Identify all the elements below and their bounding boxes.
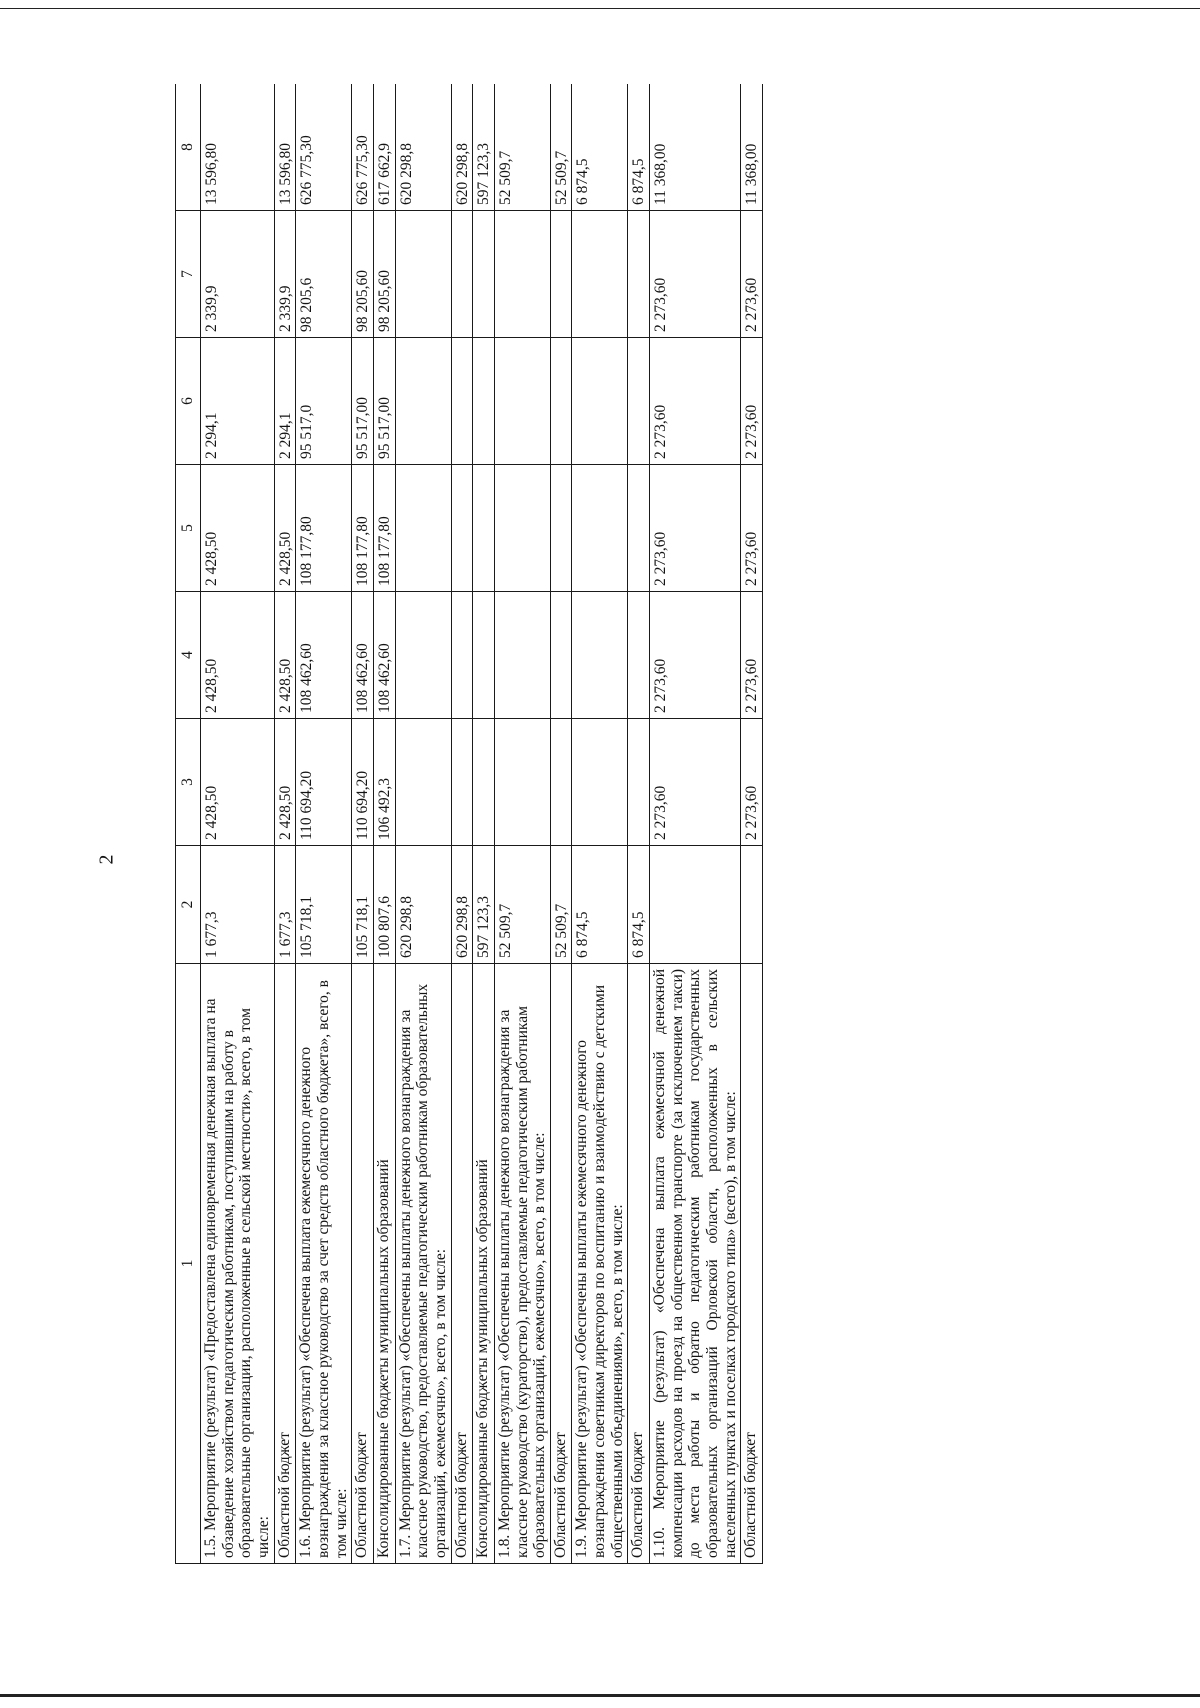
total-cell: 626 775,30 xyxy=(296,84,352,211)
total-cell: 13 596,80 xyxy=(274,84,296,211)
header-cell: 3 xyxy=(176,719,201,846)
total-cell: 52 509,7 xyxy=(550,84,572,211)
row-label: Областной бюджет xyxy=(741,964,763,1564)
value-cell xyxy=(395,338,451,465)
rotated-table-frame xyxy=(175,84,915,1564)
total-cell: 626 775,30 xyxy=(352,84,374,211)
table-row xyxy=(550,84,572,1564)
row-label: Областной бюджет xyxy=(352,964,374,1564)
table-row xyxy=(395,84,451,1564)
table-container xyxy=(175,84,915,1564)
row-label: Областной бюджет xyxy=(451,964,473,1564)
table-row xyxy=(572,84,628,1564)
value-cell: 6 874,5 xyxy=(628,846,650,964)
value-cell: 2 273,60 xyxy=(741,211,763,338)
header-cell: 4 xyxy=(176,592,201,719)
value-cell xyxy=(550,338,572,465)
row-label: 1.6. Мероприятие (результат) «Обеспечена выплата ежемесячного денежного вознаграждения за классное руководство за счет средств областного бюджета», всего, в том числе: xyxy=(296,964,352,1564)
value-cell: 108 462,60 xyxy=(373,592,395,719)
value-cell xyxy=(451,338,473,465)
value-cell xyxy=(473,338,495,465)
value-cell: 2 428,50 xyxy=(274,719,296,846)
value-cell xyxy=(741,846,763,964)
row-label: 1.8. Мероприятие (результат) «Обеспечены выплаты денежного вознаграждения за классное руководство (кураторство), предоставляемые педагогическим работникам образовательных организаций, ежемесячно», всего, в том числе: xyxy=(494,964,550,1564)
funding-table xyxy=(175,84,763,1564)
table-row xyxy=(352,84,374,1564)
header-cell: 7 xyxy=(176,211,201,338)
total-cell: 6 874,5 xyxy=(572,84,628,211)
value-cell xyxy=(473,465,495,592)
value-cell xyxy=(628,338,650,465)
value-cell: 620 298,8 xyxy=(395,846,451,964)
value-cell xyxy=(473,211,495,338)
value-cell xyxy=(550,719,572,846)
header-cell: 1 xyxy=(176,964,201,1564)
value-cell xyxy=(451,592,473,719)
value-cell xyxy=(494,338,550,465)
value-cell xyxy=(395,719,451,846)
value-cell xyxy=(395,211,451,338)
value-cell: 2 428,50 xyxy=(274,592,296,719)
value-cell xyxy=(572,465,628,592)
value-cell: 105 718,1 xyxy=(352,846,374,964)
total-cell: 52 509,7 xyxy=(494,84,550,211)
value-cell xyxy=(628,465,650,592)
row-label: 1.5. Мероприятие (результат) «Предоставлена единовременная денежная выплата на обзаведение хозяйством педагогическим работникам, поступившим на работу в образовательные организации, расположенные в сельской местности», всего, в том числе: xyxy=(201,964,275,1564)
value-cell xyxy=(572,338,628,465)
value-cell xyxy=(494,465,550,592)
value-cell: 108 177,80 xyxy=(373,465,395,592)
table-row xyxy=(494,84,550,1564)
value-cell: 2 339,9 xyxy=(274,211,296,338)
table-row xyxy=(451,84,473,1564)
value-cell: 2 428,50 xyxy=(274,465,296,592)
value-cell xyxy=(451,211,473,338)
value-cell xyxy=(550,465,572,592)
row-label: Консолидированные бюджеты муниципальных образований xyxy=(473,964,495,1564)
table-row xyxy=(650,84,741,1564)
value-cell xyxy=(628,592,650,719)
value-cell xyxy=(550,592,572,719)
value-cell xyxy=(494,592,550,719)
value-cell: 2 273,60 xyxy=(741,592,763,719)
value-cell: 95 517,00 xyxy=(352,338,374,465)
value-cell: 2 273,60 xyxy=(741,465,763,592)
value-cell: 95 517,0 xyxy=(296,338,352,465)
value-cell xyxy=(494,719,550,846)
table-row xyxy=(296,84,352,1564)
total-cell: 620 298,8 xyxy=(395,84,451,211)
value-cell xyxy=(628,211,650,338)
value-cell: 110 694,20 xyxy=(352,719,374,846)
value-cell: 52 509,7 xyxy=(494,846,550,964)
row-label: 1.7. Мероприятие (результат) «Обеспечены выплаты денежного вознаграждения за классное руководство, предоставляемые педагогическим работникам образовательных организаций, ежемесячно», всего, в том числе: xyxy=(395,964,451,1564)
value-cell: 2 428,50 xyxy=(201,592,275,719)
header-row xyxy=(176,84,201,1564)
value-cell: 2 428,50 xyxy=(201,465,275,592)
value-cell: 2 273,60 xyxy=(650,338,741,465)
row-label: 1.10. Мероприятие (результат) «Обеспечена выплата ежемесячной денежной компенсации расходов на проезд на общественном транспорте (за исключением такси) до места работы и обратно педагогическим работникам государственных образовательных организаций Орловской области, расположенных в сельских населенных пунктах и поселках городского типа» (всего), в том числе: xyxy=(650,964,741,1564)
total-cell: 617 662,9 xyxy=(373,84,395,211)
value-cell: 2 294,1 xyxy=(201,338,275,465)
value-cell: 6 874,5 xyxy=(572,846,628,964)
row-label: Областной бюджет xyxy=(628,964,650,1564)
table-row xyxy=(373,84,395,1564)
header-cell: 2 xyxy=(176,846,201,964)
value-cell: 100 807,6 xyxy=(373,846,395,964)
total-cell: 6 874,5 xyxy=(628,84,650,211)
value-cell xyxy=(395,592,451,719)
value-cell xyxy=(451,719,473,846)
value-cell: 2 339,9 xyxy=(201,211,275,338)
scan-bottom-edge xyxy=(0,1694,1200,1697)
value-cell: 2 273,60 xyxy=(650,719,741,846)
value-cell: 108 177,80 xyxy=(296,465,352,592)
value-cell: 1 677,3 xyxy=(201,846,275,964)
row-label: Областной бюджет xyxy=(550,964,572,1564)
table-row xyxy=(201,84,275,1564)
value-cell xyxy=(550,211,572,338)
value-cell: 108 462,60 xyxy=(352,592,374,719)
value-cell: 2 273,60 xyxy=(650,465,741,592)
value-cell: 620 298,8 xyxy=(451,846,473,964)
value-cell: 2 273,60 xyxy=(741,719,763,846)
value-cell: 2 273,60 xyxy=(650,211,741,338)
value-cell: 105 718,1 xyxy=(296,846,352,964)
header-cell: 5 xyxy=(176,465,201,592)
total-cell: 11 368,00 xyxy=(741,84,763,211)
value-cell: 1 677,3 xyxy=(274,846,296,964)
value-cell xyxy=(473,592,495,719)
value-cell: 597 123,3 xyxy=(473,846,495,964)
value-cell xyxy=(572,211,628,338)
table-row xyxy=(274,84,296,1564)
value-cell: 2 273,60 xyxy=(741,338,763,465)
table-row xyxy=(473,84,495,1564)
value-cell xyxy=(572,592,628,719)
value-cell: 106 492,3 xyxy=(373,719,395,846)
value-cell: 108 177,80 xyxy=(352,465,374,592)
row-label: 1.9. Мероприятие (результат) «Обеспечены выплаты ежемесячного денежного вознаграждения советникам директоров по воспитанию и взаимодействию с детскими общественными объединениями», всего, в том числе: xyxy=(572,964,628,1564)
total-cell: 620 298,8 xyxy=(451,84,473,211)
value-cell: 98 205,60 xyxy=(352,211,374,338)
value-cell: 2 428,50 xyxy=(201,719,275,846)
row-label: Консолидированные бюджеты муниципальных образований xyxy=(373,964,395,1564)
page-number: 2 xyxy=(95,854,118,865)
total-cell: 13 596,80 xyxy=(201,84,275,211)
value-cell: 2 273,60 xyxy=(650,592,741,719)
value-cell xyxy=(451,465,473,592)
total-cell: 597 123,3 xyxy=(473,84,495,211)
value-cell xyxy=(395,465,451,592)
value-cell xyxy=(473,719,495,846)
value-cell xyxy=(628,719,650,846)
scan-top-edge xyxy=(0,8,1200,9)
row-label: Областной бюджет xyxy=(274,964,296,1564)
value-cell: 95 517,00 xyxy=(373,338,395,465)
value-cell xyxy=(572,719,628,846)
header-cell: 6 xyxy=(176,338,201,465)
value-cell: 98 205,60 xyxy=(373,211,395,338)
header-cell: 8 xyxy=(176,84,201,211)
value-cell xyxy=(650,846,741,964)
value-cell: 108 462,60 xyxy=(296,592,352,719)
value-cell: 110 694,20 xyxy=(296,719,352,846)
table-row xyxy=(628,84,650,1564)
value-cell: 52 509,7 xyxy=(550,846,572,964)
value-cell: 98 205,6 xyxy=(296,211,352,338)
value-cell xyxy=(494,211,550,338)
value-cell: 2 294,1 xyxy=(274,338,296,465)
total-cell: 11 368,00 xyxy=(650,84,741,211)
table-row xyxy=(741,84,763,1564)
